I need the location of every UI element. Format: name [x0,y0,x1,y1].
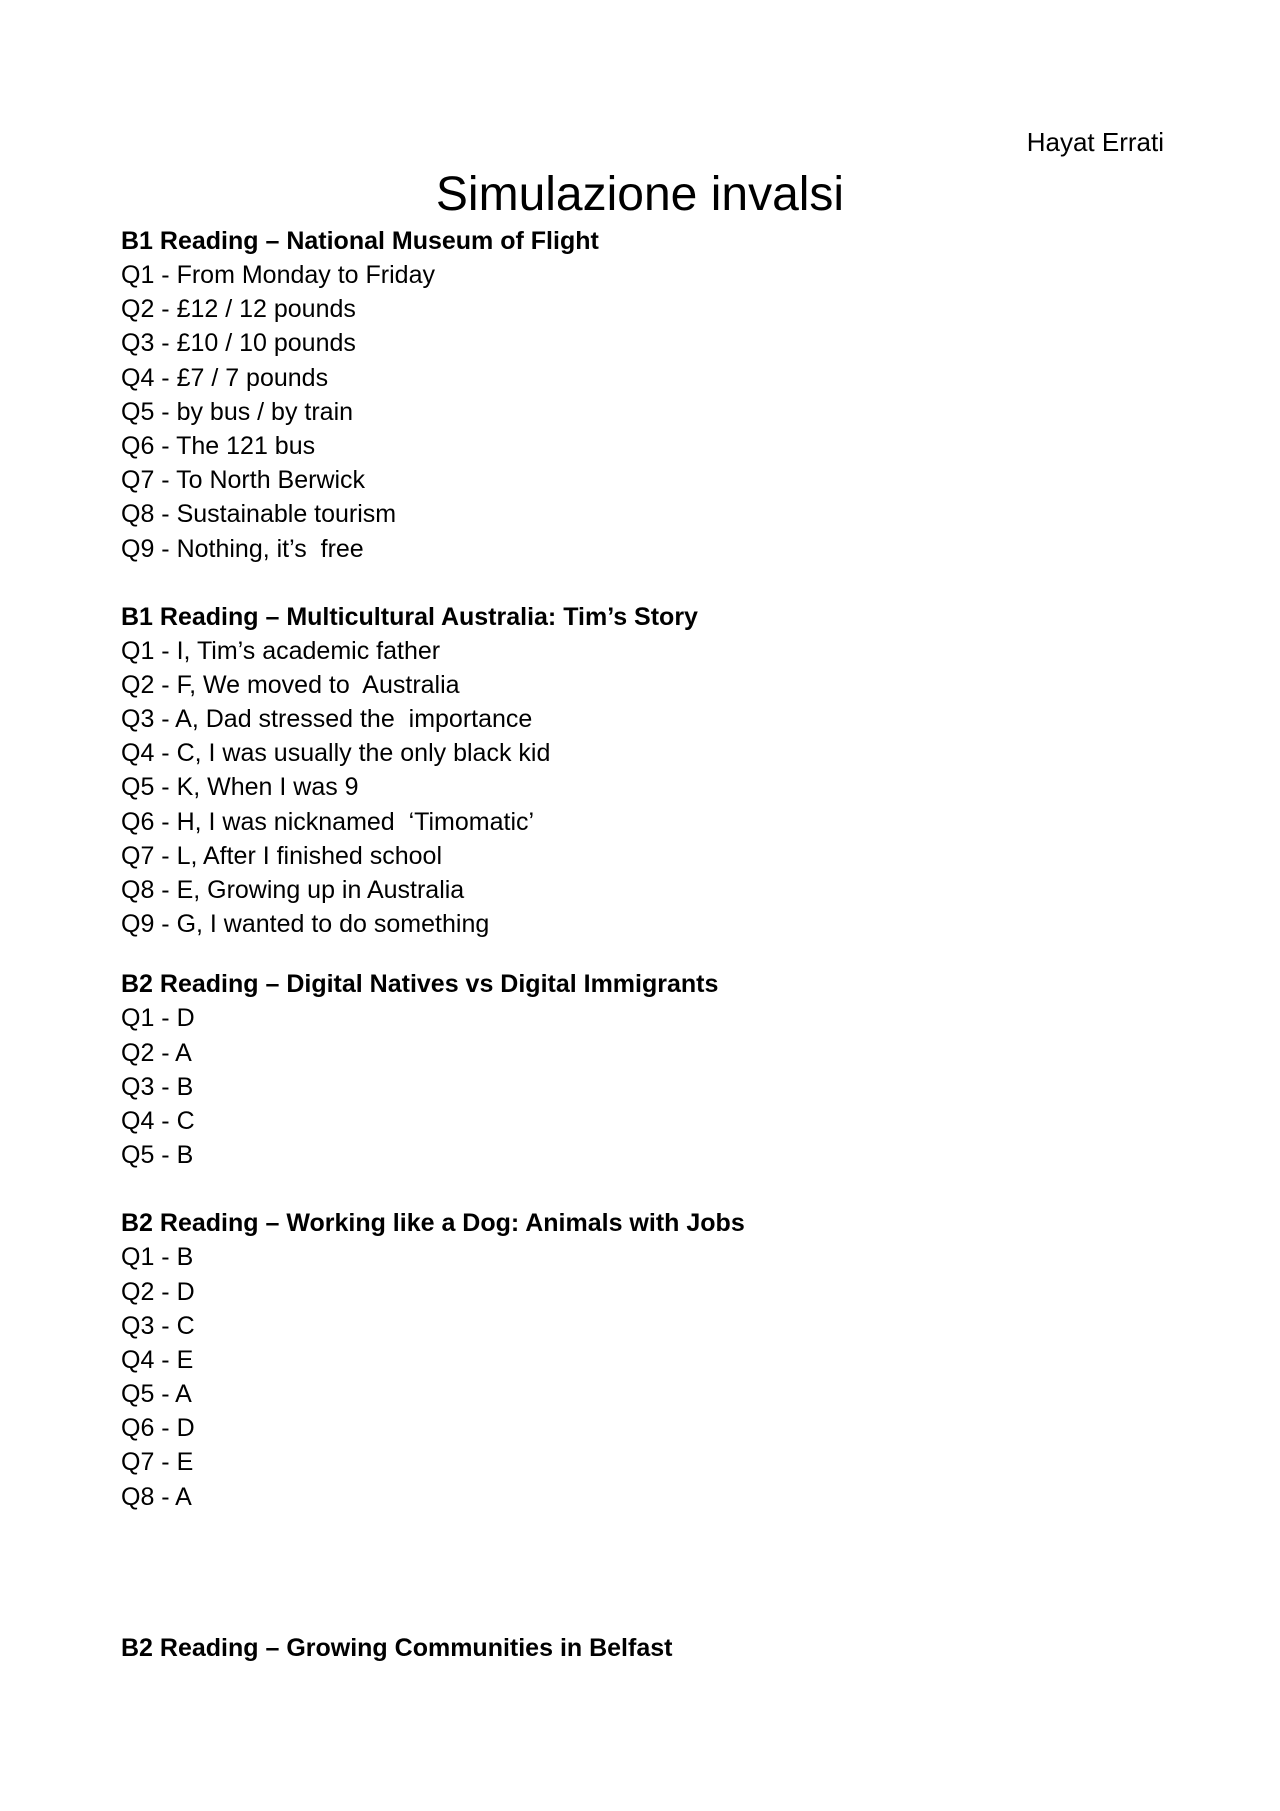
page-title: Simulazione invalsi [435,168,845,221]
answer-line: Q1 - I, Tim’s academic father [121,636,441,665]
answer-line: Q2 - D [121,1277,195,1306]
answer-line: Q8 - A [121,1482,192,1511]
section-working-like-a-dog [121,1206,1161,1514]
section-spacer [121,941,1161,967]
answer-line: Q8 - E, Growing up in Australia [121,876,465,904]
answer-line: Q9 - Nothing, it’s free [121,534,364,563]
section-spacer [121,1172,1161,1206]
section-national-museum-of-flight [121,224,1161,566]
answer-line: Q5 - A [121,1380,192,1409]
answer-line: Q2 - A [121,1038,192,1067]
section-heading: B2 Reading – Digital Natives vs Digital Immigrants [121,970,719,999]
answer-line: Q7 - To North Berwick [121,466,366,495]
section-spacer [121,566,1161,600]
answer-line: Q4 - C [121,1106,195,1135]
answer-line: Q4 - C, I was usually the only black kid [121,739,551,768]
answer-line: Q9 - G, I wanted to do something [121,910,490,939]
section-heading: B2 Reading – Working like a Dog: Animals with Jobs [121,1209,745,1238]
answer-line: Q4 - £7 / 7 pounds [121,363,329,392]
answer-line: Q5 - B [121,1141,194,1170]
answer-line: Q6 - D [121,1414,195,1443]
section-digital-natives [121,967,1161,1172]
answer-line: Q1 - From Monday to Friday [121,261,435,289]
section-spacer [121,1514,1161,1631]
answer-line: Q5 - K, When I was 9 [121,773,359,802]
section-growing-communities-belfast [121,1631,1161,1665]
section-heading: B1 Reading – National Museum of Flight [121,227,599,255]
author-name: Hayat Errati [1026,127,1164,157]
answer-line: Q3 - A, Dad stressed the importance [121,705,533,734]
answer-line: Q5 - by bus / by train [121,397,354,426]
answer-line: Q3 - C [121,1311,195,1340]
answer-line: Q3 - £10 / 10 pounds [121,329,356,358]
answer-line: Q2 - £12 / 12 pounds [121,295,356,324]
answer-sections [121,224,1161,1665]
section-multicultural-australia [121,600,1161,942]
answer-line: Q3 - B [121,1072,194,1101]
answer-line: Q2 - F, We moved to Australia [121,670,460,699]
answer-line: Q8 - Sustainable tourism [121,500,397,529]
answer-line: Q6 - H, I was nicknamed ‘Timomatic’ [121,807,535,836]
answer-line: Q1 - D [121,1004,195,1033]
answer-line: Q7 - L, After I finished school [121,841,442,870]
section-heading: B2 Reading – Growing Communities in Belfast [121,1633,673,1662]
answer-line: Q7 - E [121,1448,194,1477]
answer-line: Q4 - E [121,1345,194,1374]
answer-line: Q1 - B [121,1243,194,1272]
answer-line: Q6 - The 121 bus [121,431,316,460]
section-heading: B1 Reading – Multicultural Australia: Tim’s Story [121,602,698,631]
